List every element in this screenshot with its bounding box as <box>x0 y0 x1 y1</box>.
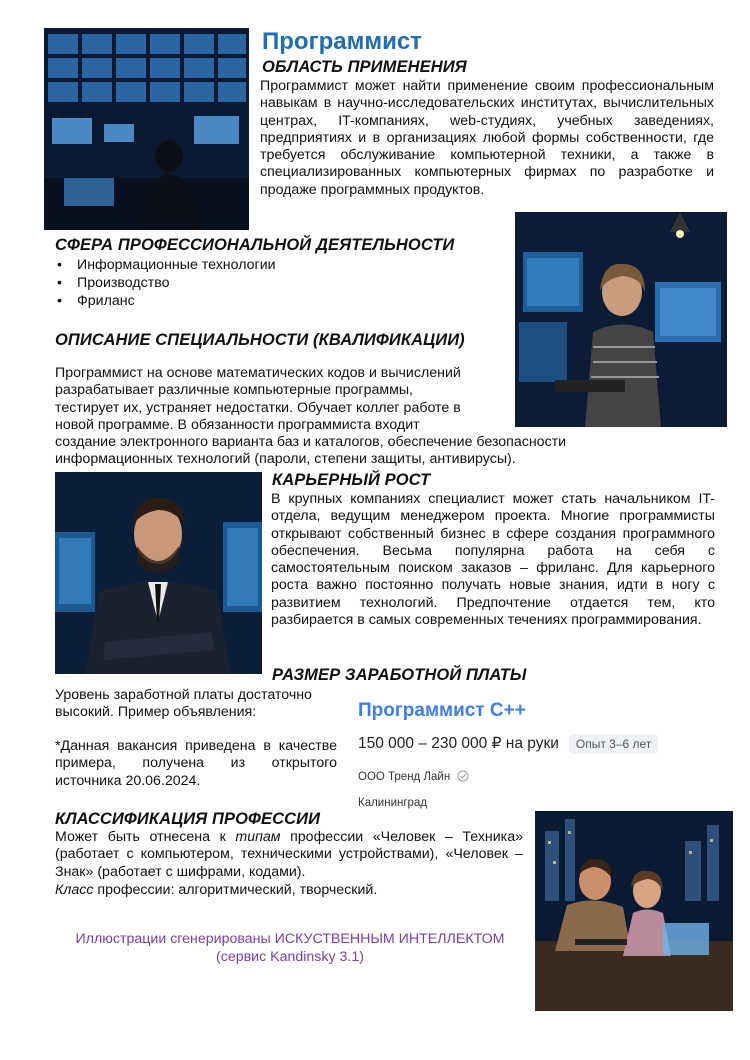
vacancy-title: Программист C++ <box>358 700 526 721</box>
description-heading: ОПИСАНИЕ СПЕЦИАЛЬНОСТИ (КВАЛИФИКАЦИИ) <box>55 331 465 349</box>
control-room-illustration <box>44 28 249 230</box>
sphere-heading: СФЕРА ПРОФЕССИОНАЛЬНОЙ ДЕЯТЕЛЬНОСТИ <box>55 236 455 254</box>
list-item: • Информационные технологии <box>55 256 276 274</box>
man-in-suit-illustration <box>55 472 262 674</box>
page-title: Программист <box>262 28 422 55</box>
experience-badge: Опыт 3–6 лет <box>569 734 658 754</box>
sphere-list <box>55 256 276 310</box>
description-text: Программист на основе математических кодов и вычислений разрабатывает различные компьютерные программы, тестирует их, устраняет недостатки. Обучает коллег работе в новой программе. В обязанности программиста входит создание электронного варианта баз и каталогов, обеспечение безопасности информационных технологий (пароли, степени защиты, антивирусы). <box>55 365 567 468</box>
list-item: • Фриланс <box>55 292 276 310</box>
vacancy-city: Калининград <box>358 797 428 809</box>
verified-check-icon <box>457 770 469 785</box>
salary-note: *Данная вакансия приведена в качестве примера, получена из открытого источника 20.06.2024. <box>55 738 337 789</box>
salary-heading: РАЗМЕР ЗАРАБОТНОЙ ПЛАТЫ <box>272 666 527 684</box>
vacancy-salary: 150 000 – 230 000 ₽ на руки Опыт 3–6 лет <box>358 734 688 754</box>
classification-text: Может быть отнесена к типам профессии «Человек – Техника» (работает с компьютером, техническими устройствами), «Человек – Знак» (работает с шифрами, кодами). <box>55 829 523 880</box>
ai-credit: Иллюстрации сгенерированы ИСКУСТВЕННЫМ ИНТЕЛЛЕКТОМ (сервис Kandinsky 3.1) <box>75 931 505 965</box>
salary-text: Уровень заработной платы достаточно высокий. Пример объявления: <box>55 687 312 721</box>
vacancy-company: ООО Тренд Лайн <box>358 770 688 785</box>
career-text: В крупных компаниях специалист может стать начальником IT-отдела, ведущим менеджером проекта. Многие программисты открывают собственный бизнес в сфере создания программного обеспечения. Весьма популярна работа на себя с самостоятельным поиском заказов – фриланс. Для карьерного роста важно постоянно получать новые знания, идти в ногу с развитием технологий. Предпочтение отдается тем, кто разбирается в самых современных течениях программирования. <box>271 491 715 629</box>
scope-text: Программист может найти применение своим профессиональным навыкам в научно-исследовательских институтах, вычислительных центрах, IT-компаниях, web-студиях, учебных заведениях, предприятиях и в организациях любой формы собственности, где требуется обслуживание компьютерной техники, а также в специализированных компьютерных фирмах по разработке и продаже программных продуктов. <box>260 78 714 198</box>
two-programmers-illustration <box>535 811 733 1011</box>
list-item: • Производство <box>55 274 276 292</box>
classification-class: Класс профессии: алгоритмический, творческий. <box>55 882 378 898</box>
scope-heading: ОБЛАСТЬ ПРИМЕНЕНИЯ <box>262 58 467 76</box>
career-heading: КАРЬЕРНЫЙ РОСТ <box>272 471 431 489</box>
vacancy-card <box>358 700 688 810</box>
classification-heading: КЛАССИФИКАЦИЯ ПРОФЕССИИ <box>55 810 321 828</box>
